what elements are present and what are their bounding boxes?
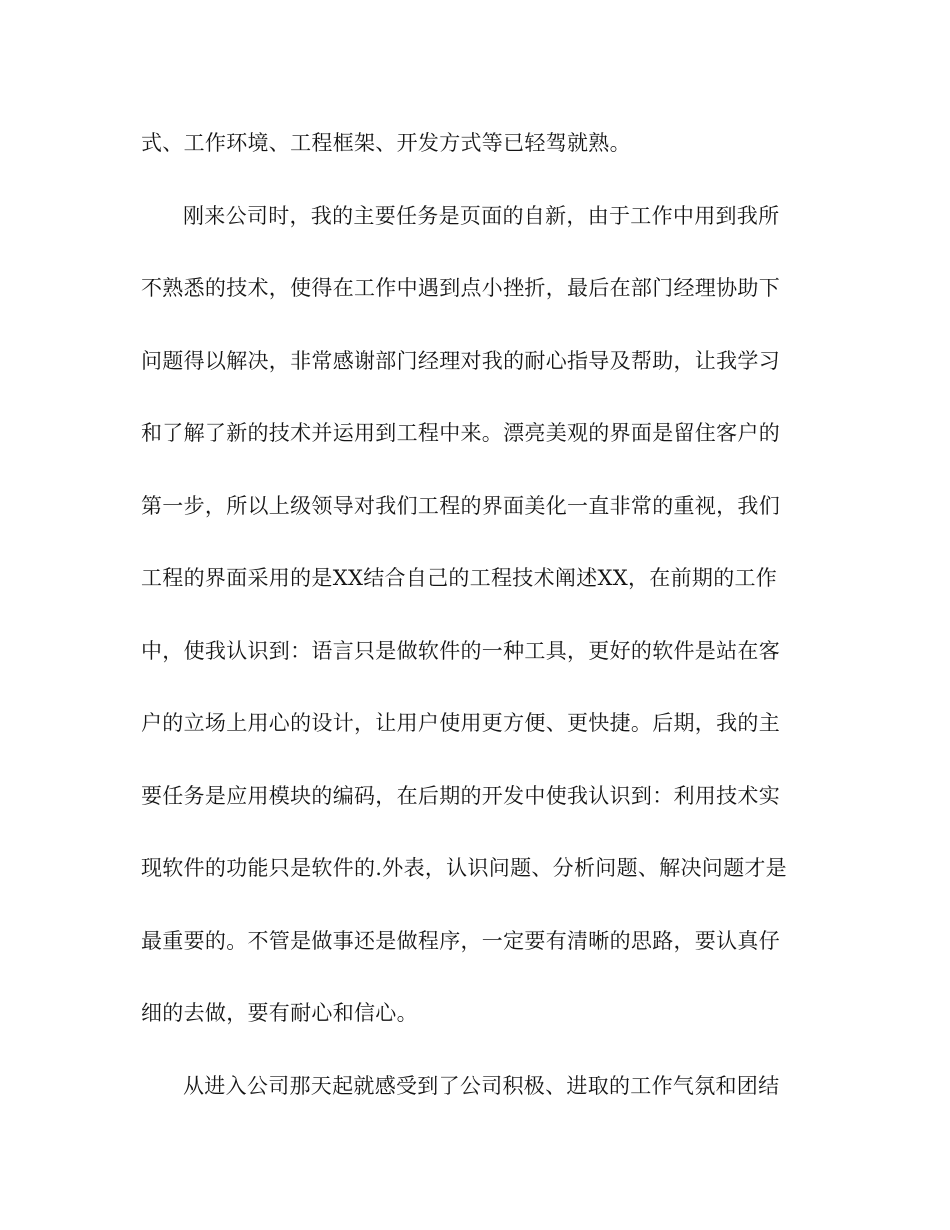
- paragraph-line: 中，使我认识到：语言只是做软件的一种工具，更好的软件是站在客: [141, 639, 780, 663]
- paragraph-line: 式、工作环境、工程框架、开发方式等已轻驾就熟。: [141, 131, 631, 155]
- paragraph-line: 和了解了新的技术并运用到工程中来。漂亮美观的界面是留住客户的: [141, 421, 780, 445]
- paragraph-line: 现软件的功能只是软件的.外表，认识问题、分析问题、解决问题才是: [141, 856, 787, 880]
- paragraph-line: 工程的界面采用的是XX结合自己的工程技术阐述XX，在前期的工作: [141, 566, 778, 590]
- paragraph-line: 刚来公司时，我的主要任务是页面的自新，由于工作中用到我所: [183, 204, 780, 228]
- paragraph-line: 问题得以解决，非常感谢部门经理对我的耐心指导及帮助，让我学习: [141, 349, 780, 373]
- paragraph-line: 要任务是应用模块的编码，在后期的开发中使我认识到：利用技术实: [141, 784, 780, 808]
- paragraph-line: 第一步，所以上级领导对我们工程的界面美化一直非常的重视，我们: [141, 494, 780, 518]
- paragraph-line: 户的立场上用心的设计，让用户使用更方便、更快捷。后期，我的主: [141, 711, 780, 735]
- paragraph-line: 从进入公司那天起就感受到了公司积极、进取的工作气氛和团结: [183, 1074, 780, 1098]
- paragraph-line: 最重要的。不管是做事还是做程序，一定要有清晰的思路，要认真仔: [141, 929, 780, 953]
- paragraph-line: 不熟悉的技术，使得在工作中遇到点小挫折，最后在部门经理协助下: [141, 276, 780, 300]
- paragraph-line: 细的去做，要有耐心和信心。: [141, 1001, 418, 1025]
